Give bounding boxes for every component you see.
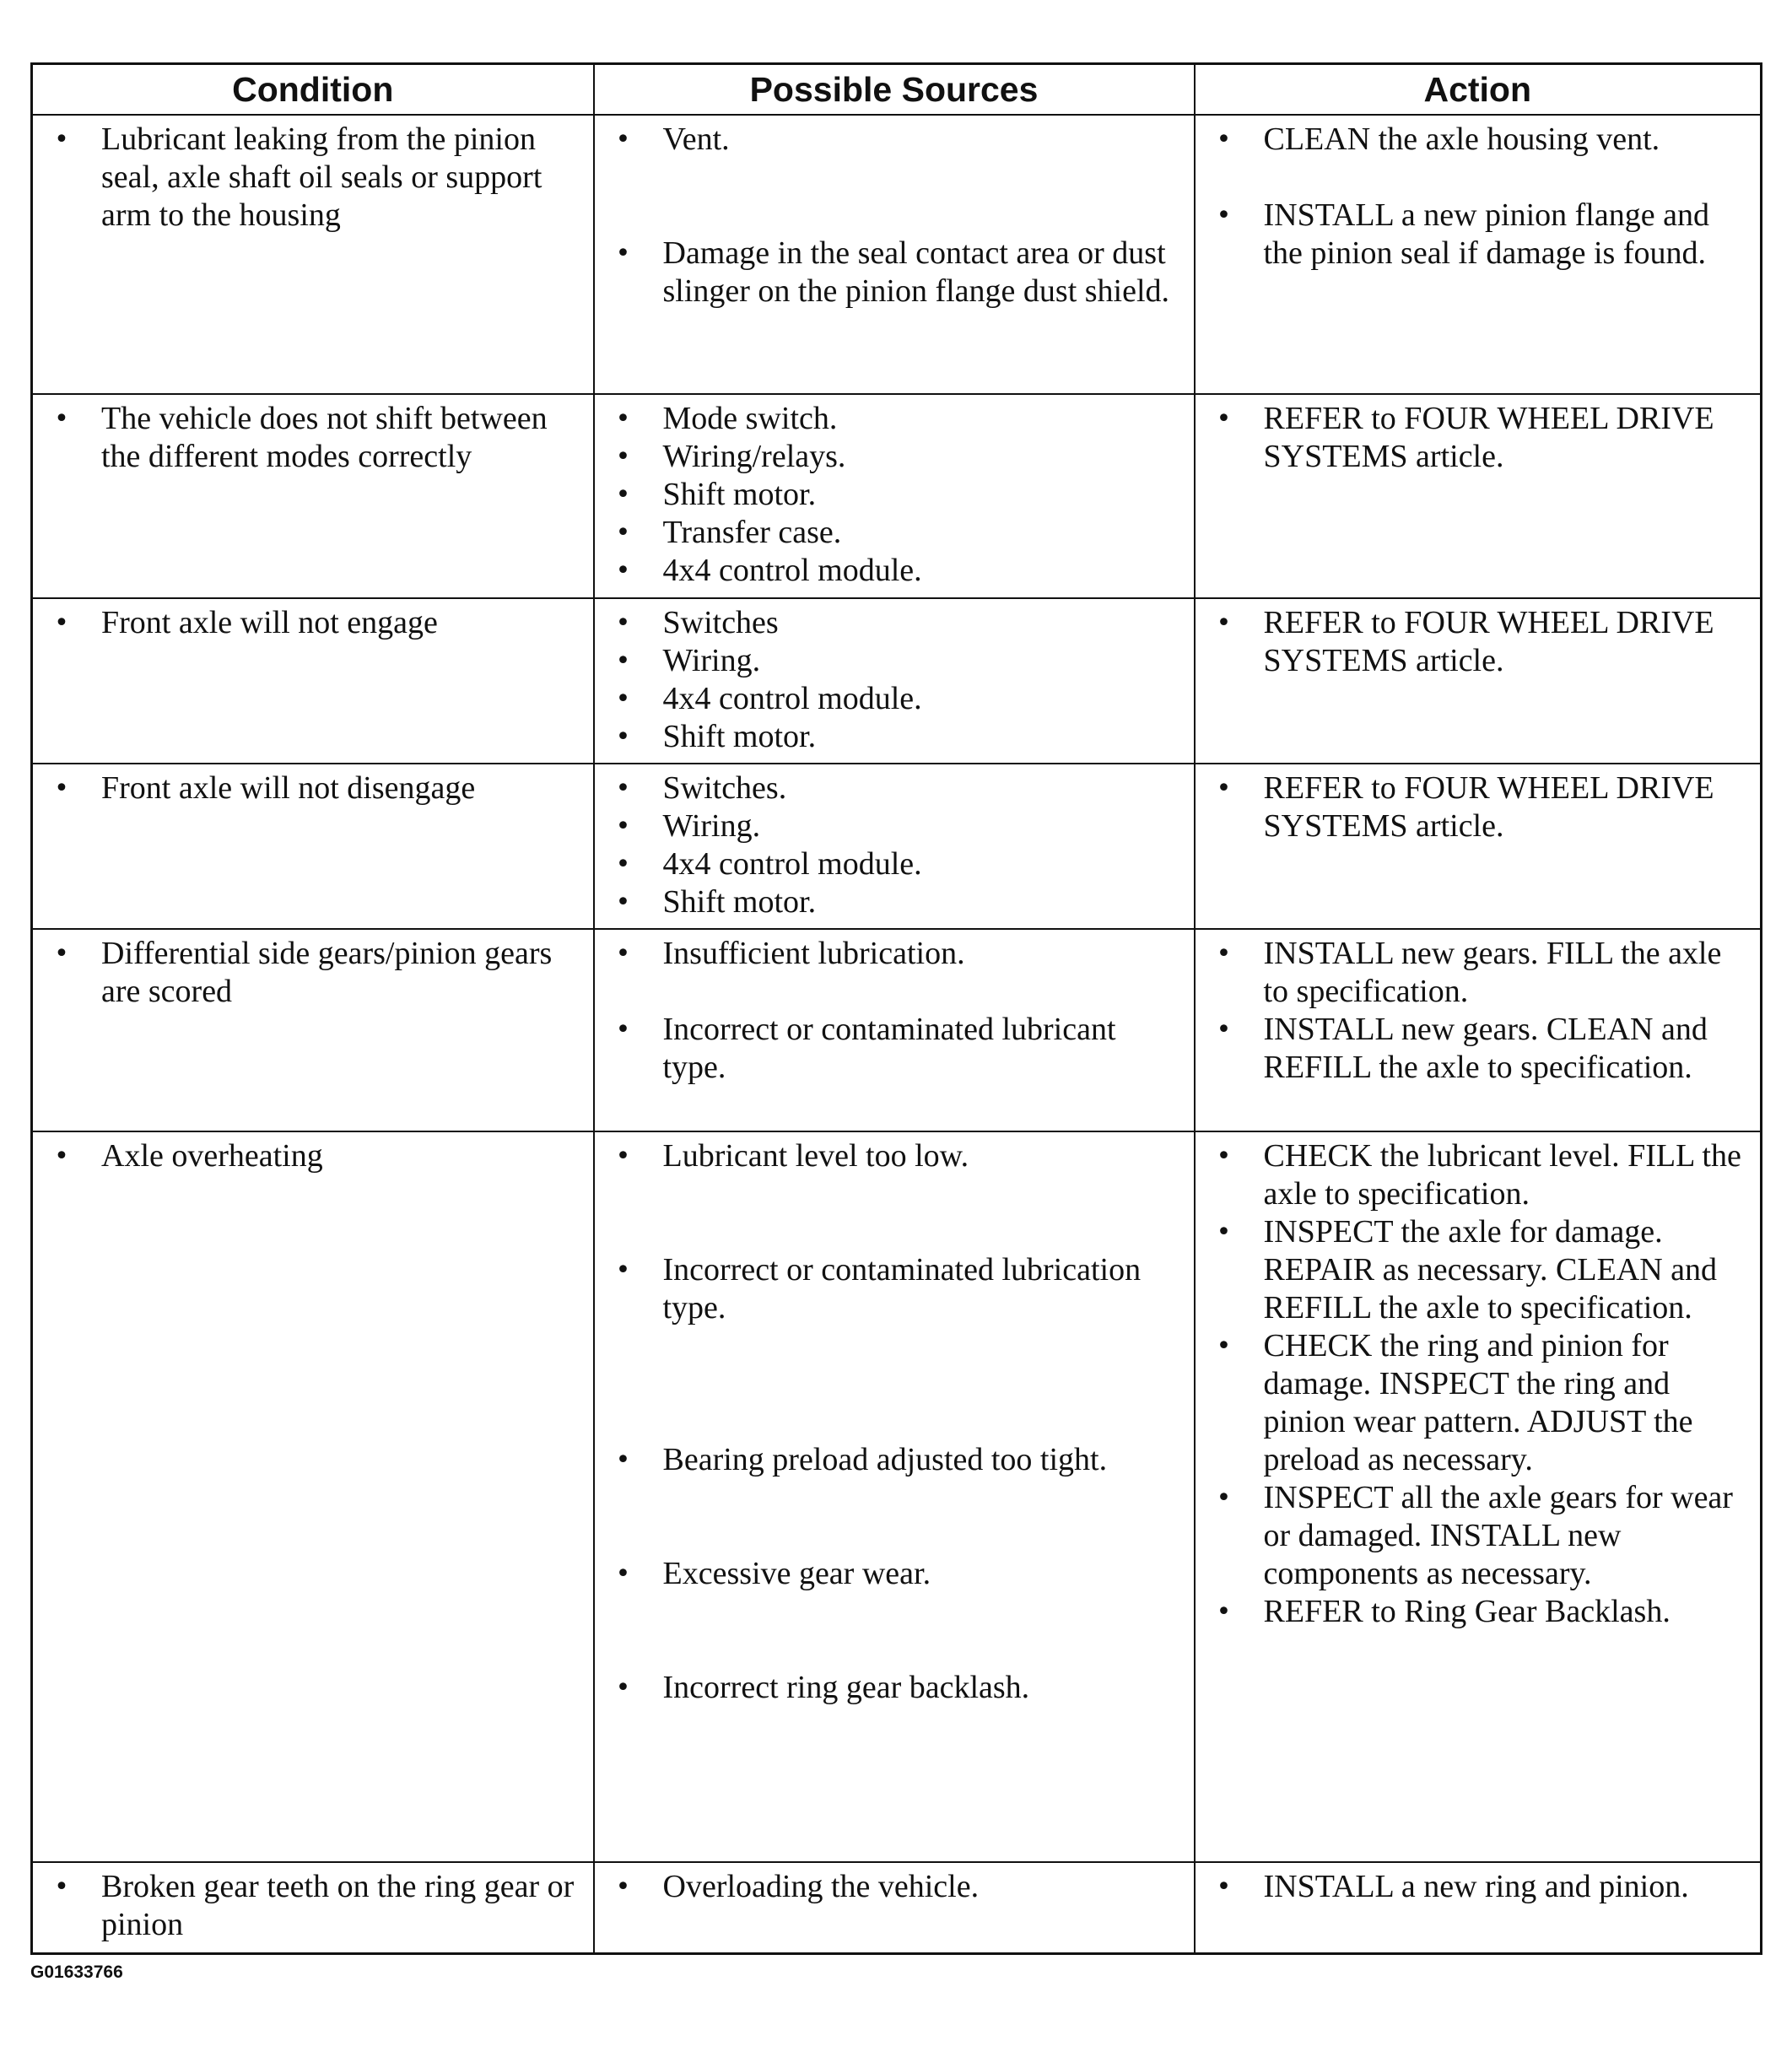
action-item: • REFER to FOUR WHEEL DRIVE SYSTEMS article.	[1207, 769, 1749, 845]
bullet-icon: •	[615, 1673, 631, 1703]
sources-cell	[594, 598, 1195, 764]
action-item: • INSTALL a new pinion flange and the pinion seal if damage is found.	[1207, 197, 1749, 273]
diagnosis-table-container	[30, 62, 1760, 1955]
sources-cell	[594, 764, 1195, 929]
source-item: • Incorrect ring gear backlash.	[607, 1669, 1182, 1707]
source-item: • Damage in the seal contact area or dust slinger on the pinion flange dust shield.	[607, 235, 1182, 310]
action-cell	[1195, 598, 1762, 764]
action-cell	[1195, 1131, 1762, 1862]
bullet-icon: •	[615, 608, 631, 638]
condition-item: • Broken gear teeth on the ring gear or pinion	[45, 1868, 581, 1944]
condition-cell	[32, 764, 594, 929]
bullet-icon: •	[615, 518, 631, 548]
condition-item: • Axle overheating	[45, 1137, 581, 1175]
source-item: • Lubricant level too low.	[607, 1137, 1182, 1175]
header-condition: Condition	[32, 64, 594, 116]
source-item: • 4x4 control module.	[607, 680, 1182, 718]
source-item: • Incorrect or contaminated lubrication type.	[607, 1251, 1182, 1327]
source-item: • Mode switch.	[607, 400, 1182, 438]
bullet-icon: •	[1216, 125, 1232, 154]
bullet-icon: •	[615, 556, 631, 586]
bullet-icon: •	[54, 608, 69, 638]
action-cell	[1195, 764, 1762, 929]
condition-cell	[32, 394, 594, 598]
bullet-icon: •	[1216, 1015, 1232, 1045]
bullet-icon: •	[615, 404, 631, 434]
bullet-icon: •	[1216, 1483, 1232, 1513]
source-item: • Vent.	[607, 121, 1182, 159]
condition-item: • The vehicle does not shift between the different modes correctly	[45, 400, 581, 476]
action-item: • INSPECT all the axle gears for wear or damaged. INSTALL new components as necessary.	[1207, 1479, 1749, 1593]
bullet-icon: •	[54, 1872, 69, 1902]
sources-cell	[594, 1131, 1195, 1862]
action-cell	[1195, 394, 1762, 598]
bullet-icon: •	[1216, 774, 1232, 803]
condition-cell	[32, 115, 594, 394]
bullet-icon: •	[615, 442, 631, 472]
bullet-icon: •	[615, 1255, 631, 1285]
bullet-icon: •	[615, 480, 631, 510]
bullet-icon: •	[1216, 1331, 1232, 1361]
action-item: • REFER to FOUR WHEEL DRIVE SYSTEMS article.	[1207, 400, 1749, 476]
source-item: • Switches.	[607, 769, 1182, 807]
bullet-icon: •	[54, 125, 69, 154]
source-item: • Wiring.	[607, 642, 1182, 680]
source-item: • Shift motor.	[607, 476, 1182, 514]
action-item: • CHECK the lubricant level. FILL the axle to specification.	[1207, 1137, 1749, 1213]
condition-cell	[32, 1131, 594, 1862]
action-item: • REFER to FOUR WHEEL DRIVE SYSTEMS article.	[1207, 604, 1749, 680]
source-item: • Shift motor.	[607, 883, 1182, 921]
bullet-icon: •	[1216, 1872, 1232, 1902]
action-item: • INSTALL new gears. CLEAN and REFILL the axle to specification.	[1207, 1011, 1749, 1087]
header-action: Action	[1195, 64, 1762, 116]
bullet-icon: •	[54, 404, 69, 434]
bullet-icon: •	[615, 239, 631, 268]
bullet-icon: •	[615, 684, 631, 714]
axle-diagnosis-table	[30, 62, 1762, 1955]
table-row	[32, 764, 1762, 929]
action-cell	[1195, 115, 1762, 394]
sources-cell	[594, 929, 1195, 1131]
bullet-icon: •	[615, 1142, 631, 1171]
sources-cell	[594, 115, 1195, 394]
condition-item: • Front axle will not engage	[45, 604, 581, 642]
table-row	[32, 598, 1762, 764]
bullet-icon: •	[615, 125, 631, 154]
figure-id-caption: G01633766	[30, 1963, 123, 1982]
bullet-icon: •	[615, 722, 631, 752]
condition-item: • Differential side gears/pinion gears are scored	[45, 935, 581, 1011]
bullet-icon: •	[615, 646, 631, 676]
bullet-icon: •	[615, 774, 631, 803]
source-item: • Excessive gear wear.	[607, 1555, 1182, 1593]
source-item: • 4x4 control module.	[607, 552, 1182, 590]
header-possible-sources: Possible Sources	[594, 64, 1195, 116]
condition-cell	[32, 598, 594, 764]
source-item: • Switches	[607, 604, 1182, 642]
action-item: • CHECK the ring and pinion for damage. INSPECT the ring and pinion wear pattern. ADJUST the preload as necessary.	[1207, 1327, 1749, 1479]
bullet-icon: •	[1216, 608, 1232, 638]
sources-cell	[594, 394, 1195, 598]
source-item: • Bearing preload adjusted too tight.	[607, 1441, 1182, 1479]
condition-cell	[32, 929, 594, 1131]
bullet-icon: •	[54, 1142, 69, 1171]
bullet-icon: •	[1216, 404, 1232, 434]
bullet-icon: •	[1216, 1142, 1232, 1171]
condition-item: • Front axle will not disengage	[45, 769, 581, 807]
table-row	[32, 1131, 1762, 1862]
source-item: • Incorrect or contaminated lubricant type.	[607, 1011, 1182, 1087]
source-item: • Wiring/relays.	[607, 438, 1182, 476]
source-item: • 4x4 control module.	[607, 845, 1182, 883]
bullet-icon: •	[615, 1015, 631, 1045]
table-row	[32, 115, 1762, 394]
condition-cell	[32, 1862, 594, 1953]
bullet-icon: •	[615, 1559, 631, 1589]
bullet-icon: •	[615, 812, 631, 841]
bullet-icon: •	[54, 939, 69, 969]
action-cell	[1195, 929, 1762, 1131]
table-row	[32, 394, 1762, 598]
bullet-icon: •	[615, 850, 631, 879]
table-row	[32, 929, 1762, 1131]
bullet-icon: •	[615, 1872, 631, 1902]
action-item: • REFER to Ring Gear Backlash.	[1207, 1593, 1749, 1631]
sources-cell	[594, 1862, 1195, 1953]
action-item: • INSTALL a new ring and pinion.	[1207, 1868, 1749, 1906]
condition-item: • Lubricant leaking from the pinion seal, axle shaft oil seals or support arm to the housing	[45, 121, 581, 235]
source-item: • Insufficient lubrication.	[607, 935, 1182, 973]
table-row	[32, 1862, 1762, 1953]
bullet-icon: •	[1216, 201, 1232, 230]
bullet-icon: •	[54, 774, 69, 803]
action-item: • INSPECT the axle for damage. REPAIR as necessary. CLEAN and REFILL the axle to specification.	[1207, 1213, 1749, 1327]
action-item: • CLEAN the axle housing vent.	[1207, 121, 1749, 159]
source-item: • Shift motor.	[607, 718, 1182, 756]
source-item: • Overloading the vehicle.	[607, 1868, 1182, 1906]
table-header-row	[32, 64, 1762, 116]
bullet-icon: •	[1216, 1217, 1232, 1247]
action-item: • INSTALL new gears. FILL the axle to specification.	[1207, 935, 1749, 1011]
bullet-icon: •	[1216, 1597, 1232, 1627]
action-cell	[1195, 1862, 1762, 1953]
bullet-icon: •	[615, 888, 631, 917]
bullet-icon: •	[615, 939, 631, 969]
bullet-icon: •	[615, 1445, 631, 1475]
source-item: • Transfer case.	[607, 514, 1182, 552]
bullet-icon: •	[1216, 939, 1232, 969]
source-item: • Wiring.	[607, 807, 1182, 845]
